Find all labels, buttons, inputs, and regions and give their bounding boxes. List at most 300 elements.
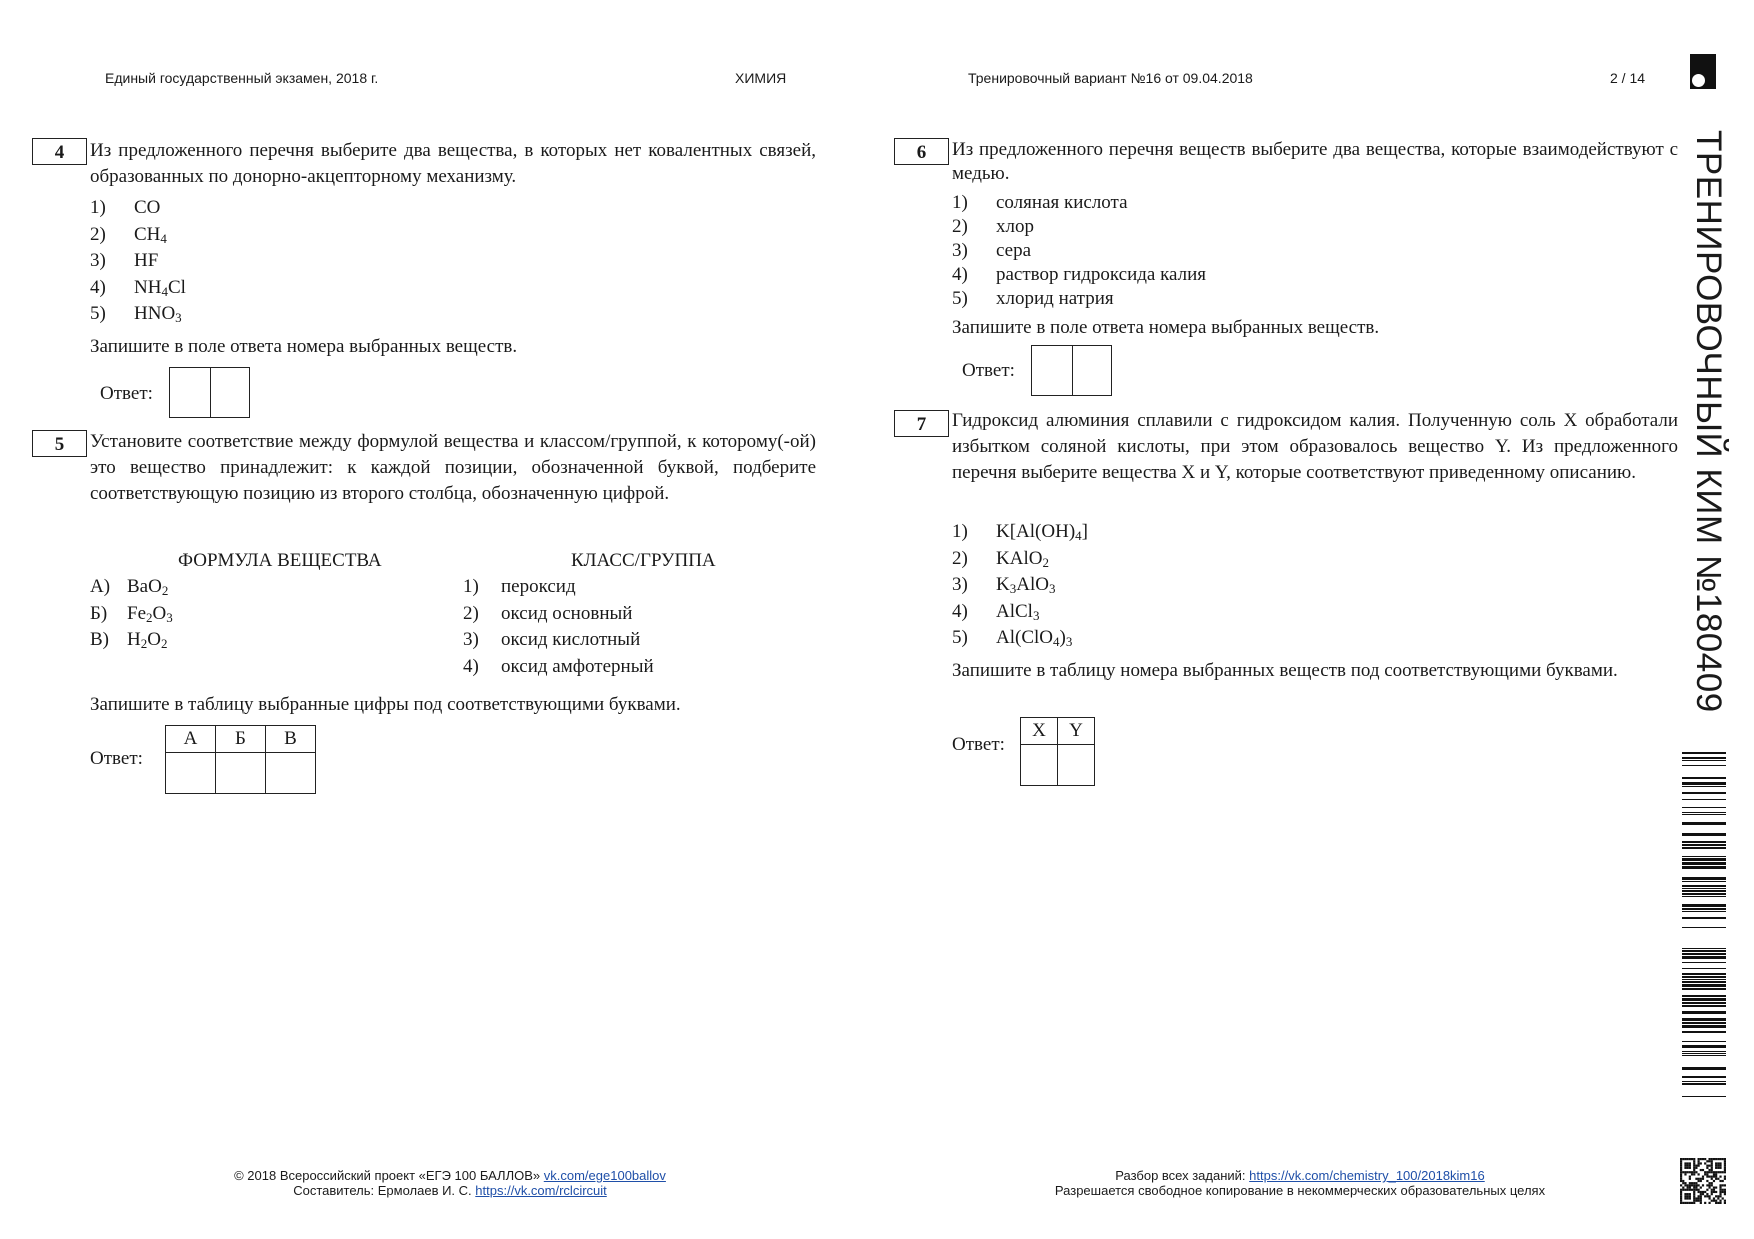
qr-module — [1708, 1182, 1710, 1184]
qr-module — [1713, 1173, 1715, 1175]
qr-module — [1719, 1200, 1721, 1202]
qr-module — [1680, 1191, 1682, 1193]
formula-item — [90, 601, 173, 628]
table-header-cell: В — [266, 726, 316, 753]
qr-module — [1680, 1173, 1682, 1175]
barcode-bar — [1682, 968, 1726, 969]
option-formula — [996, 627, 1072, 648]
qr-module — [1719, 1191, 1721, 1193]
barcode-bar — [1682, 1005, 1726, 1007]
qr-module — [1717, 1167, 1719, 1169]
formula-text: BaO — [127, 576, 162, 597]
question-6-instruction: Запишите в поле ответа номера выбранных веществ. — [952, 317, 1380, 338]
barcode-bar — [1682, 988, 1726, 990]
barcode-bar — [1682, 1022, 1726, 1024]
class-number: 4) — [463, 655, 479, 677]
qr-module — [1708, 1184, 1710, 1186]
qr-module — [1698, 1195, 1700, 1197]
qr-module — [1719, 1193, 1721, 1195]
qr-module — [1724, 1162, 1726, 1164]
qr-module — [1693, 1165, 1695, 1167]
qr-module — [1706, 1176, 1708, 1178]
qr-module — [1693, 1160, 1695, 1162]
barcode-bar — [1682, 956, 1726, 959]
barcode-bar — [1682, 948, 1726, 949]
question-5-answer-label: Ответ: — [90, 748, 143, 769]
qr-module — [1706, 1180, 1708, 1182]
barcode-bar — [1682, 950, 1726, 952]
table-answer-cell[interactable] — [216, 753, 266, 794]
qr-module — [1724, 1200, 1726, 1202]
table-header-cell: X — [1021, 718, 1058, 745]
qr-module — [1719, 1186, 1721, 1188]
qr-module — [1682, 1158, 1684, 1160]
qr-module — [1689, 1197, 1691, 1199]
question-5-number: 5 — [32, 430, 87, 457]
qr-module — [1711, 1200, 1713, 1202]
barcode-bar — [1682, 814, 1726, 815]
qr-module — [1698, 1200, 1700, 1202]
qr-module — [1689, 1176, 1691, 1178]
formula-value — [127, 629, 167, 650]
qr-module — [1700, 1186, 1702, 1188]
qr-module — [1700, 1191, 1702, 1193]
formula-text: Al(ClO — [996, 627, 1053, 648]
question-4-options — [90, 195, 186, 328]
barcode-bar — [1682, 911, 1726, 912]
barcode-bar — [1682, 998, 1726, 1001]
side-title-text: ТРЕНИРОВОЧНЫЙ КИМ №180409 — [1689, 130, 1728, 713]
barcode-bar — [1682, 786, 1726, 787]
qr-module — [1717, 1162, 1719, 1164]
qr-module — [1711, 1167, 1713, 1169]
qr-module — [1719, 1202, 1721, 1204]
qr-module — [1715, 1158, 1717, 1160]
formula-subscript: 2 — [1042, 554, 1049, 570]
qr-module — [1695, 1167, 1697, 1169]
footer-link-ege100[interactable]: vk.com/ege100ballov — [543, 1168, 666, 1183]
barcode-bar — [1682, 1045, 1726, 1048]
qr-module — [1691, 1182, 1693, 1184]
qr-module — [1684, 1202, 1686, 1204]
qr-module — [1680, 1167, 1682, 1169]
question-7-text: Гидроксид алюминия сплавили с гидроксидом калия. Полученную соль X обработали избытком соляной кислоты, при этом образовалось вещество Y. Из предложенного перечня выберите вещества X и Y, которые соответствуют приведенному описанию. — [952, 410, 1678, 483]
option-text: хлор — [996, 216, 1034, 237]
qr-module — [1724, 1184, 1726, 1186]
table-answer-cell[interactable] — [1021, 745, 1058, 786]
barcode-bar — [1682, 841, 1726, 843]
formula-letter: А) — [90, 576, 111, 597]
barcode-bar — [1682, 962, 1726, 963]
barcode-bar — [1682, 760, 1726, 761]
barcode-bar — [1682, 858, 1726, 861]
qr-module — [1708, 1176, 1710, 1178]
qr-module — [1713, 1176, 1715, 1178]
option-item — [90, 195, 186, 222]
formula-subscript: 3 — [1032, 607, 1040, 623]
qr-module — [1708, 1171, 1710, 1173]
formula-subscript: 3 — [1009, 581, 1017, 596]
question-7-instruction: Запишите в таблицу номера выбранных веществ под соответствующими буквами. — [952, 660, 1618, 681]
qr-module — [1687, 1171, 1689, 1173]
qr-module — [1713, 1186, 1715, 1188]
barcode-bar — [1682, 1083, 1726, 1085]
formula-letter: В) — [90, 629, 109, 650]
formula-text: AlCl — [996, 600, 1033, 622]
option-item — [952, 546, 1088, 573]
footer-right — [1010, 1168, 1590, 1198]
barcode-bar — [1682, 765, 1726, 766]
qr-module — [1687, 1202, 1689, 1204]
qr-module — [1702, 1176, 1704, 1178]
barcode-bar — [1682, 812, 1726, 813]
qr-module — [1687, 1167, 1689, 1169]
barcode-bar — [1682, 792, 1726, 794]
qr-module — [1687, 1186, 1689, 1188]
qr-module — [1695, 1178, 1697, 1180]
qr-module — [1698, 1158, 1700, 1160]
qr-module — [1717, 1165, 1719, 1167]
barcode-bar — [1682, 799, 1726, 800]
qr-module — [1687, 1193, 1689, 1195]
qr-module — [1711, 1193, 1713, 1195]
barcode-bar — [1682, 777, 1726, 779]
qr-module — [1689, 1165, 1691, 1167]
qr-module — [1689, 1171, 1691, 1173]
qr-module — [1700, 1202, 1702, 1204]
qr-module — [1680, 1184, 1682, 1186]
qr-module — [1722, 1158, 1724, 1160]
qr-module — [1724, 1158, 1726, 1160]
qr-module — [1715, 1195, 1717, 1197]
qr-module — [1680, 1189, 1682, 1191]
qr-module — [1687, 1184, 1689, 1186]
qr-module — [1704, 1158, 1706, 1160]
qr-module — [1702, 1158, 1704, 1160]
answer-cell[interactable] — [170, 368, 210, 417]
option-item — [952, 625, 1088, 652]
qr-module — [1680, 1176, 1682, 1178]
qr-module — [1715, 1165, 1717, 1167]
barcode-bar — [1682, 953, 1726, 955]
qr-module — [1680, 1162, 1682, 1164]
qr-module — [1719, 1167, 1721, 1169]
qr-module — [1700, 1178, 1702, 1180]
table-answer-cell[interactable] — [166, 753, 216, 794]
question-6-text: Из предложенного перечня веществ выберите два вещества, которые взаимодействуют с медью. — [952, 139, 1678, 184]
formula-text: H — [127, 629, 141, 650]
option-item — [952, 519, 1088, 546]
qr-module — [1711, 1169, 1713, 1171]
qr-module — [1719, 1162, 1721, 1164]
qr-module — [1695, 1182, 1697, 1184]
barcode-bar — [1682, 844, 1726, 846]
qr-module — [1680, 1171, 1682, 1173]
table-header-cell: Y — [1058, 718, 1095, 745]
option-number: 3) — [90, 250, 106, 271]
question-5-class-header: КЛАСС/ГРУППА — [571, 550, 716, 571]
qr-module — [1708, 1186, 1710, 1188]
qr-module — [1687, 1162, 1689, 1164]
barcode-bar — [1682, 1011, 1726, 1014]
formula-text: K[Al(OH) — [996, 521, 1076, 542]
formula-text: O — [147, 629, 161, 650]
qr-module — [1715, 1191, 1717, 1193]
qr-module — [1708, 1195, 1710, 1197]
qr-module — [1695, 1197, 1697, 1199]
formula-subscript: 2 — [160, 636, 168, 651]
qr-module — [1698, 1184, 1700, 1186]
qr-module — [1711, 1184, 1713, 1186]
qr-module — [1684, 1165, 1686, 1167]
answer-cell[interactable] — [1032, 346, 1072, 395]
qr-module — [1722, 1184, 1724, 1186]
question-6-answer-box[interactable] — [1031, 345, 1112, 396]
answer-cell[interactable] — [1072, 346, 1112, 395]
barcode-bar — [1682, 822, 1726, 825]
formula-text: CO — [134, 197, 161, 218]
qr-module — [1684, 1162, 1686, 1164]
barcode-bar — [1682, 1031, 1726, 1033]
qr-module — [1695, 1165, 1697, 1167]
qr-module — [1698, 1165, 1700, 1167]
qr-module — [1698, 1180, 1700, 1182]
qr-module — [1711, 1176, 1713, 1178]
qr-module — [1700, 1180, 1702, 1182]
footer-link-analysis[interactable]: https://vk.com/chemistry_100/2018kim16 — [1249, 1168, 1485, 1183]
barcode-bar — [1682, 866, 1726, 869]
qr-module — [1698, 1173, 1700, 1175]
option-item — [90, 301, 186, 328]
question-5-text: Установите соответствие между формулой вещества и классом/группой, к которому(-ой) это вещество принадлежит: к каждой позиции, обозначенной буквой, подберите соответствующую позицию из второго столбца, обозначенную цифрой. — [90, 431, 816, 504]
qr-module — [1700, 1169, 1702, 1171]
class-text: оксид амфотерный — [501, 655, 654, 677]
question-5-instruction: Запишите в таблицу выбранные цифры под соответствующими буквами. — [90, 694, 681, 715]
option-number: 3) — [952, 240, 968, 261]
formula-text: O — [152, 602, 167, 624]
barcode-bar — [1682, 1076, 1726, 1078]
table-answer-cell[interactable] — [1058, 745, 1095, 786]
option-formula — [134, 197, 160, 218]
qr-module — [1722, 1180, 1724, 1182]
qr-module — [1715, 1186, 1717, 1188]
qr-module — [1717, 1178, 1719, 1180]
qr-module — [1715, 1200, 1717, 1202]
qr-module — [1719, 1165, 1721, 1167]
qr-module — [1684, 1195, 1686, 1197]
class-item — [463, 627, 654, 654]
qr-module — [1724, 1178, 1726, 1180]
qr-module — [1693, 1195, 1695, 1197]
qr-module — [1689, 1189, 1691, 1191]
formula-value — [127, 603, 173, 624]
class-number: 1) — [463, 576, 479, 597]
qr-module — [1698, 1162, 1700, 1164]
qr-module — [1719, 1158, 1721, 1160]
qr-module — [1706, 1165, 1708, 1167]
option-number: 1) — [952, 521, 968, 542]
qr-module — [1684, 1171, 1686, 1173]
qr-module — [1684, 1158, 1686, 1160]
qr-module — [1713, 1200, 1715, 1202]
class-item — [463, 574, 654, 601]
barcode-bar — [1682, 833, 1726, 836]
formula-letter: Б) — [90, 602, 108, 624]
qr-module — [1687, 1189, 1689, 1191]
qr-module — [1724, 1171, 1726, 1173]
question-4-answer-box[interactable] — [169, 367, 250, 418]
qr-module — [1693, 1171, 1695, 1173]
footer-copyright: © 2018 Всероссийский проект «ЕГЭ 100 БАЛЛОВ» — [234, 1168, 541, 1183]
qr-module — [1693, 1184, 1695, 1186]
qr-module — [1687, 1197, 1689, 1199]
qr-module — [1708, 1160, 1710, 1162]
qr-module — [1706, 1195, 1708, 1197]
formula-subscript: 2 — [146, 609, 153, 625]
qr-module — [1680, 1160, 1682, 1162]
qr-module — [1693, 1169, 1695, 1171]
qr-module — [1702, 1169, 1704, 1171]
qr-module — [1708, 1165, 1710, 1167]
qr-module — [1680, 1169, 1682, 1171]
barcode-bar — [1682, 757, 1726, 759]
table-header-row — [1021, 718, 1095, 745]
qr-module — [1724, 1191, 1726, 1193]
barcode-bar — [1682, 1067, 1726, 1070]
qr-module — [1717, 1202, 1719, 1204]
qr-module — [1689, 1193, 1691, 1195]
question-6-answer-label: Ответ: — [962, 360, 1015, 381]
qr-module — [1711, 1171, 1713, 1173]
qr-module — [1682, 1171, 1684, 1173]
formula-subscript: 2 — [140, 636, 148, 651]
qr-module — [1682, 1186, 1684, 1188]
question-4-instruction: Запишите в поле ответа номера выбранных веществ. — [90, 336, 518, 357]
question-4-number: 4 — [32, 138, 87, 165]
formula-subscript: 3 — [166, 609, 173, 625]
formula-text: Fe — [127, 602, 146, 624]
barcode-bar — [1682, 807, 1726, 808]
option-item — [952, 215, 1206, 239]
qr-module — [1711, 1189, 1713, 1191]
barcode-bar — [1682, 1096, 1726, 1097]
header-variant: Тренировочный вариант №16 от 09.04.2018 — [968, 70, 1253, 86]
qr-module — [1711, 1162, 1713, 1164]
qr-module — [1706, 1171, 1708, 1173]
qr-module — [1715, 1162, 1717, 1164]
qr-module — [1706, 1167, 1708, 1169]
class-text: пероксид — [501, 576, 576, 597]
qr-module — [1704, 1173, 1706, 1175]
class-item — [463, 654, 654, 681]
option-formula — [134, 277, 186, 298]
qr-module — [1693, 1158, 1695, 1160]
qr-module — [1693, 1182, 1695, 1184]
footer-link-author[interactable]: https://vk.com/rclcircuit — [475, 1183, 607, 1198]
qr-module — [1700, 1197, 1702, 1199]
qr-module — [1717, 1195, 1719, 1197]
formula-subscript: 2 — [161, 583, 169, 598]
option-number: 5) — [952, 288, 968, 309]
barcode-bar — [1682, 1002, 1726, 1004]
footer-left — [200, 1168, 700, 1198]
qr-module — [1698, 1160, 1700, 1162]
qr-module — [1708, 1169, 1710, 1171]
class-item — [463, 601, 654, 628]
qr-module — [1695, 1171, 1697, 1173]
qr-module — [1722, 1189, 1724, 1191]
qr-module — [1708, 1158, 1710, 1160]
qr-module — [1680, 1195, 1682, 1197]
qr-module — [1700, 1162, 1702, 1164]
qr-module — [1680, 1158, 1682, 1160]
option-item — [90, 222, 186, 249]
qr-module — [1724, 1160, 1726, 1162]
qr-module — [1684, 1173, 1686, 1175]
question-7-options — [952, 519, 1088, 652]
qr-module — [1680, 1180, 1682, 1182]
qr-module — [1711, 1165, 1713, 1167]
footer-left-line-1 — [200, 1168, 700, 1183]
barcode-bar — [1682, 979, 1726, 980]
option-item — [90, 248, 186, 275]
formula-text: AlO — [1016, 574, 1049, 595]
answer-cell[interactable] — [210, 368, 250, 417]
qr-module — [1698, 1191, 1700, 1193]
barcode-bar — [1682, 995, 1726, 997]
question-5-class-list — [463, 574, 654, 680]
footer-left-line-2 — [200, 1183, 700, 1198]
barcode-bar — [1682, 890, 1726, 892]
question-4-answer-label: Ответ: — [100, 383, 153, 404]
question-6-options — [952, 191, 1206, 311]
class-text: оксид кислотный — [501, 629, 641, 650]
footer-copying-note: Разрешается свободное копирование в некоммерческих образовательных целях — [1054, 1183, 1546, 1198]
option-number: 1) — [90, 197, 106, 218]
barcode-bar — [1682, 984, 1726, 987]
class-number: 3) — [463, 629, 479, 650]
qr-module — [1715, 1176, 1717, 1178]
qr-module — [1713, 1197, 1715, 1199]
qr-module — [1717, 1158, 1719, 1160]
barcode-bar — [1682, 885, 1726, 887]
qr-module — [1724, 1165, 1726, 1167]
qr-module — [1689, 1178, 1691, 1180]
qr-module — [1724, 1167, 1726, 1169]
qr-module — [1702, 1184, 1704, 1186]
qr-module — [1698, 1178, 1700, 1180]
barcode-bar — [1682, 1053, 1726, 1054]
barcode-bar — [1682, 888, 1726, 889]
option-number: 4) — [90, 276, 106, 298]
qr-module — [1704, 1162, 1706, 1164]
qr-module — [1691, 1173, 1693, 1175]
class-text: оксид основный — [501, 602, 633, 624]
qr-module — [1689, 1202, 1691, 1204]
qr-module — [1695, 1189, 1697, 1191]
qr-module — [1693, 1173, 1695, 1175]
barcode-bar — [1682, 917, 1726, 919]
option-text: сера — [996, 240, 1032, 261]
table-answer-cell[interactable] — [266, 753, 316, 794]
qr-module — [1693, 1167, 1695, 1169]
formula-text: NH — [134, 276, 162, 298]
qr-module — [1722, 1171, 1724, 1173]
option-item — [952, 263, 1206, 287]
formula-item — [90, 627, 173, 654]
qr-module — [1706, 1160, 1708, 1162]
formula-text: K — [996, 574, 1010, 595]
